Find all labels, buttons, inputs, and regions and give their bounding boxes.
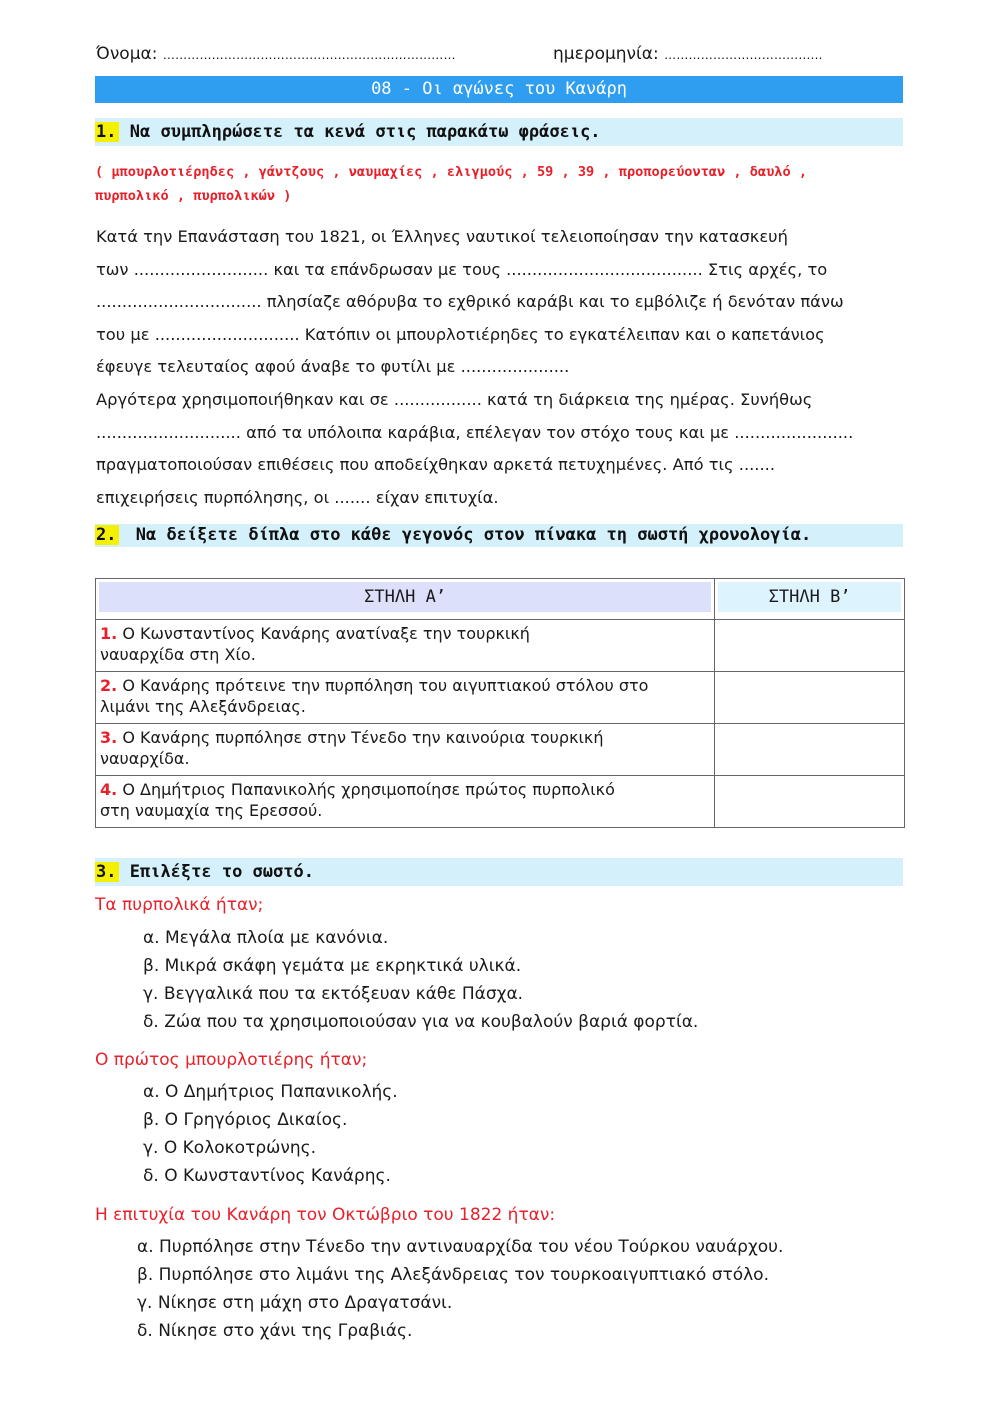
- paragraph-line[interactable]: των .......................... και τα επάνδρωσαν με τους ...................................... Στις αρχές, το: [96, 259, 828, 279]
- name-field[interactable]: [96, 44, 456, 64]
- section2-heading: [95, 524, 903, 547]
- section3-number: 3.: [95, 862, 119, 882]
- row-number: 1.: [100, 624, 118, 643]
- paragraph-line[interactable]: ................................ πλησίαζε αθόρυβα το εχθρικό καράβι και το εμβόλιζε ή δενόταν πάνω: [96, 292, 844, 312]
- column-b-header: ΣΤΗΛΗ Β’: [715, 579, 905, 620]
- answer-option[interactable]: δ. Νίκησε στο χάνι της Γραβιάς.: [137, 1321, 413, 1341]
- paragraph-line[interactable]: έφευγε τελευταίος αφού άναβε το φυτίλι με .....................: [96, 357, 570, 377]
- section1-number: 1.: [95, 122, 119, 142]
- word-bank-line: ( μπουρλοτιέρηδες , γάντζους , ναυμαχίες , ελιγμούς , 59 , 39 , προπορεύονταν , δαυλό ,: [95, 164, 808, 180]
- answer-cell[interactable]: [715, 672, 905, 724]
- event-text-line1: Ο Κωνσταντίνος Κανάρης ανατίναξε την τουρκική: [122, 624, 530, 643]
- event-text-line1: Ο Δημήτριος Παπανικολής χρησιμοποίησε πρώτος πυρπολικό: [122, 780, 615, 799]
- column-a-header: ΣΤΗΛΗ Α’: [96, 579, 715, 620]
- event-text-line2: λιμάνι της Αλεξάνδρειας.: [100, 697, 306, 716]
- row-number: 4.: [100, 780, 118, 799]
- answer-option[interactable]: α. Πυρπόλησε στην Τένεδο την αντιναυαρχίδα του νέου Τούρκου ναυάρχου.: [137, 1237, 784, 1257]
- table-row: [96, 672, 905, 724]
- table-header-row: [96, 579, 905, 620]
- answer-cell[interactable]: [715, 776, 905, 828]
- section3-heading: [95, 858, 903, 886]
- event-cell: [96, 776, 715, 828]
- answer-option[interactable]: γ. Ο Κολοκοτρώνης.: [143, 1138, 316, 1158]
- event-cell: [96, 724, 715, 776]
- answer-option[interactable]: δ. Ο Κωνσταντίνος Κανάρης.: [143, 1166, 391, 1186]
- answer-cell[interactable]: [715, 724, 905, 776]
- date-field[interactable]: [553, 44, 823, 64]
- paragraph-line: Κατά την Επανάσταση του 1821, οι Έλληνες ναυτικοί τελειοποίησαν την κατασκευή: [96, 227, 788, 246]
- fill-in-paragraph[interactable]: [96, 221, 906, 514]
- section1-heading-text: Να συμπληρώσετε τα κενά στις παρακάτω φράσεις.: [129, 122, 601, 142]
- name-dots[interactable]: ………………………………………………………………: [162, 48, 456, 62]
- chronology-table: [95, 578, 905, 828]
- event-cell: [96, 672, 715, 724]
- paragraph-line[interactable]: ............................ από τα υπόλοιπα καράβια, επέλεγαν τον στόχο τους και με .......................: [96, 422, 854, 442]
- answer-option[interactable]: α. Ο Δημήτριος Παπανικολής.: [143, 1082, 398, 1102]
- paragraph-line[interactable]: του με ............................ Κατόπιν οι μπουρλοτιέρηδες το εγκατέλειπαν και ο καπετάνιος: [96, 324, 825, 344]
- table-row: [96, 724, 905, 776]
- answer-option[interactable]: β. Μικρά σκάφη γεμάτα με εκρηκτικά υλικά.: [143, 956, 522, 976]
- name-label: Όνομα:: [96, 44, 158, 64]
- question-text: Τα πυρπολικά ήταν;: [95, 895, 264, 915]
- word-bank-line: πυρπολικό , πυρπολικών ): [95, 188, 292, 204]
- event-text-line2: στη ναυμαχία της Ερεσσού.: [100, 801, 323, 820]
- word-bank: [95, 160, 915, 208]
- section1-heading: [95, 118, 903, 146]
- section3-heading-text: Επιλέξτε το σωστό.: [129, 862, 314, 882]
- worksheet-title: 08 - Οι αγώνες του Κανάρη: [95, 76, 903, 103]
- row-number: 2.: [100, 676, 118, 695]
- event-text-line2: ναυαρχίδα.: [100, 749, 190, 768]
- paragraph-line[interactable]: πραγματοποιούσαν επιθέσεις που αποδείχθηκαν αρκετά πετυχημένες. Από τις .......: [96, 455, 776, 475]
- event-text-line1: Ο Κανάρης πρότεινε την πυρπόληση του αιγυπτιακού στόλου στο: [122, 676, 649, 695]
- event-text-line1: Ο Κανάρης πυρπόλησε στην Τένεδο την καινούρια τουρκική: [122, 728, 604, 747]
- answer-option[interactable]: γ. Νίκησε στη μάχη στο Δραγατσάνι.: [137, 1293, 453, 1313]
- date-label: ημερομηνία:: [553, 44, 659, 64]
- answer-cell[interactable]: [715, 620, 905, 672]
- question-text: Η επιτυχία του Κανάρη τον Οκτώβριο του 1822 ήταν:: [95, 1205, 556, 1225]
- section2-number: 2.: [95, 525, 119, 545]
- event-cell: [96, 620, 715, 672]
- table-row: [96, 620, 905, 672]
- answer-option[interactable]: β. Ο Γρηγόριος Δικαίος.: [143, 1110, 348, 1130]
- paragraph-line[interactable]: Αργότερα χρησιμοποιήθηκαν και σε ................. κατά τη διάρκεια της ημέρας. Συνήθως: [96, 389, 813, 409]
- table-row: [96, 776, 905, 828]
- answer-option[interactable]: α. Μεγάλα πλοία με κανόνια.: [143, 928, 389, 948]
- event-text-line2: ναυαρχίδα στη Χίο.: [100, 645, 256, 664]
- date-dots[interactable]: …………………………………: [664, 48, 823, 62]
- answer-option[interactable]: β. Πυρπόλησε στο λιμάνι της Αλεξάνδρειας τον τουρκοαιγυπτιακό στόλο.: [137, 1265, 769, 1285]
- row-number: 3.: [100, 728, 118, 747]
- section2-heading-text: Να δείξετε δίπλα στο κάθε γεγονός στον πίνακα τη σωστή χρονολογία.: [135, 525, 812, 545]
- question-text: Ο πρώτος μπουρλοτιέρης ήταν;: [95, 1050, 368, 1070]
- answer-option[interactable]: δ. Ζώα που τα χρησιμοποιούσαν για να κουβαλούν βαριά φορτία.: [143, 1012, 699, 1032]
- answer-option[interactable]: γ. Βεγγαλικά που τα εκτόξευαν κάθε Πάσχα.: [143, 984, 524, 1004]
- paragraph-line[interactable]: επιχειρήσεις πυρπόλησης, οι ....... είχαν επιτυχία.: [96, 487, 499, 507]
